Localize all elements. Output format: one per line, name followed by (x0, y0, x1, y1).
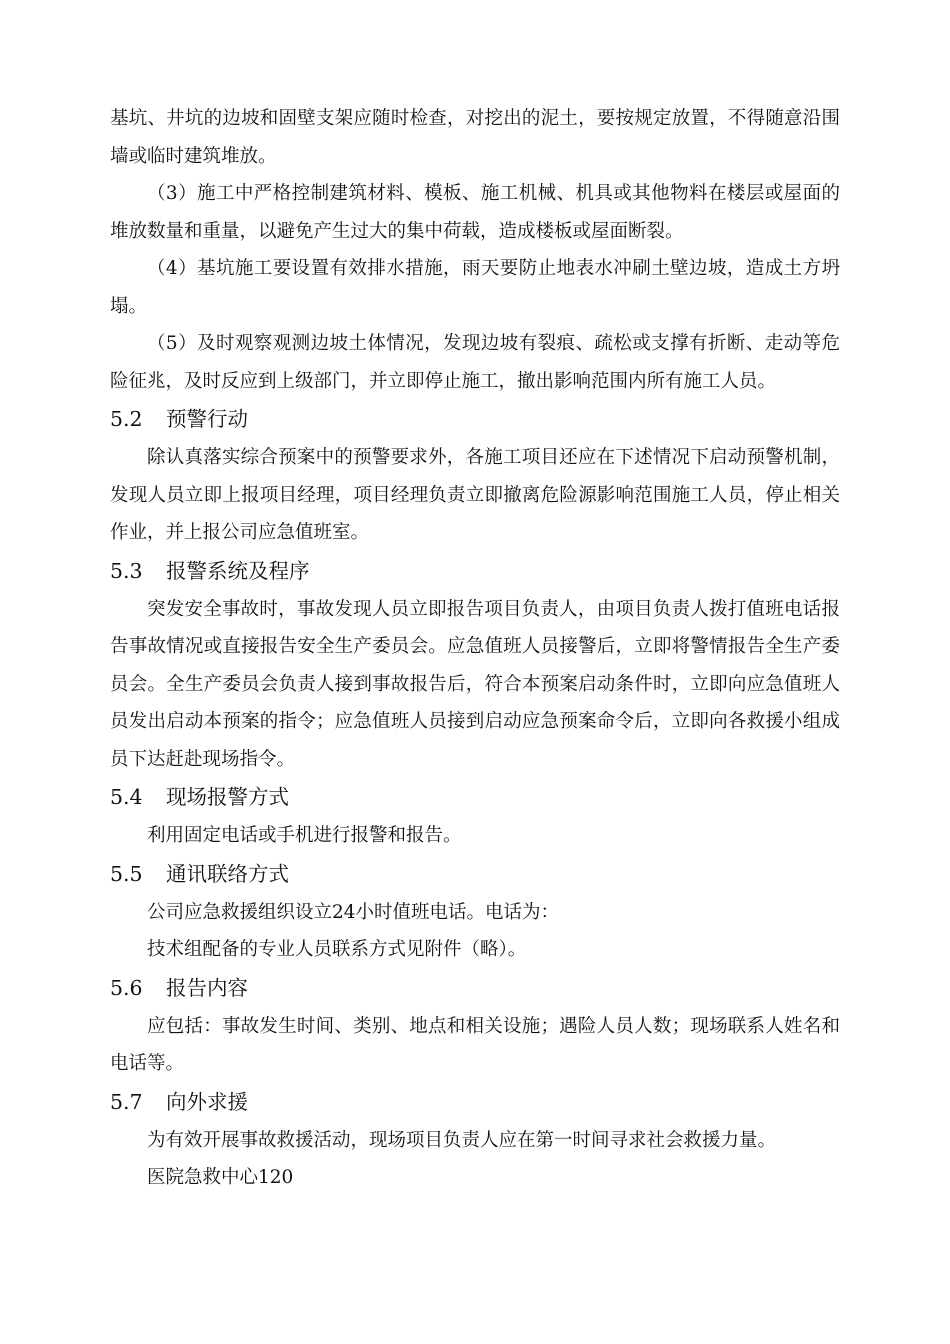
paragraph-report-content: 应包括：事故发生时间、类别、地点和相关设施；遇险人员人数；现场联系人姓名和电话等。 (110, 1015, 840, 1074)
paragraph-alarm-procedure: 突发安全事故时，事故发现人员立即报告项目负责人，由项目负责人拨打值班电话报告事故情况或直接报告安全生产委员会。应急值班人员接警后，立即将警情报告全生产委员会。全生产委员会负责人接到事故报告后，符合本预案启动条件时，立即向应急值班人员发出启动本预案的指令；应急值班人员接到启动应急预案命令后，立即向各救援小组成员下达赶赴现场指令。 (110, 598, 840, 770)
section-number: 5.2 (110, 407, 143, 431)
section-number: 5.6 (110, 975, 143, 1000)
paragraph-item-4: （4）基坑施工要设置有效排水措施，雨天要防止地表水冲刷土壁边坡，造成土方坍塌。 (110, 258, 840, 317)
paragraph-item-3: （3）施工中严格控制建筑材料、模板、施工机械、机具或其他物料在楼层或屋面的堆放数量和重量，以避免产生过大的集中荷载，造成楼板或屋面断裂。 (110, 183, 840, 242)
section-heading-5-2 (110, 400, 840, 439)
paragraph-warning-action: 除认真落实综合预案中的预警要求外，各施工项目还应在下述情况下启动预警机制，发现人员立即上报项目经理，项目经理负责立即撤离危险源影响范围施工人员，停止相关作业，并上报公司应急值班室。 (110, 447, 840, 543)
section-heading-5-3 (110, 552, 840, 591)
paragraph-technical-contacts: 技术组配备的专业人员联系方式见附件（略）。 (147, 939, 527, 960)
section-title: 现场报警方式 (166, 785, 289, 809)
section-heading-5-6 (110, 969, 840, 1008)
paragraph-foundation-pit-inspection: 基坑、井坑的边坡和固壁支架应随时检查，对挖出的泥土，要按规定放置，不得随意沿围墙或临时建筑堆放。 (110, 108, 840, 167)
paragraph-hospital-emergency: 医院急救中心120 (147, 1167, 294, 1188)
section-title: 预警行动 (166, 407, 248, 431)
document-page (110, 100, 840, 1197)
section-heading-5-5 (110, 855, 840, 894)
section-title: 通讯联络方式 (166, 861, 289, 886)
section-number: 5.7 (110, 1089, 143, 1114)
paragraph-onsite-alarm: 利用固定电话或手机进行报警和报告。 (147, 825, 462, 846)
section-heading-5-4 (110, 778, 840, 817)
section-heading-5-7 (110, 1083, 840, 1122)
section-title: 报告内容 (166, 975, 248, 1000)
section-number: 5.3 (110, 558, 143, 583)
section-number: 5.5 (110, 861, 143, 886)
paragraph-external-rescue: 为有效开展事故救援活动，现场项目负责人应在第一时间寻求社会救援力量。 (147, 1129, 777, 1151)
section-title: 向外求援 (166, 1089, 248, 1114)
paragraph-item-5: （5）及时观察观测边坡土体情况，发现边坡有裂痕、疏松或支撑有折断、走动等危险征兆，及时反应到上级部门，并立即停止施工，撤出影响范围内所有施工人员。 (110, 333, 840, 392)
section-number: 5.4 (110, 785, 143, 809)
section-title: 报警系统及程序 (166, 558, 310, 583)
paragraph-duty-phone: 公司应急救援组织设立24小时值班电话。电话为： (147, 901, 560, 923)
